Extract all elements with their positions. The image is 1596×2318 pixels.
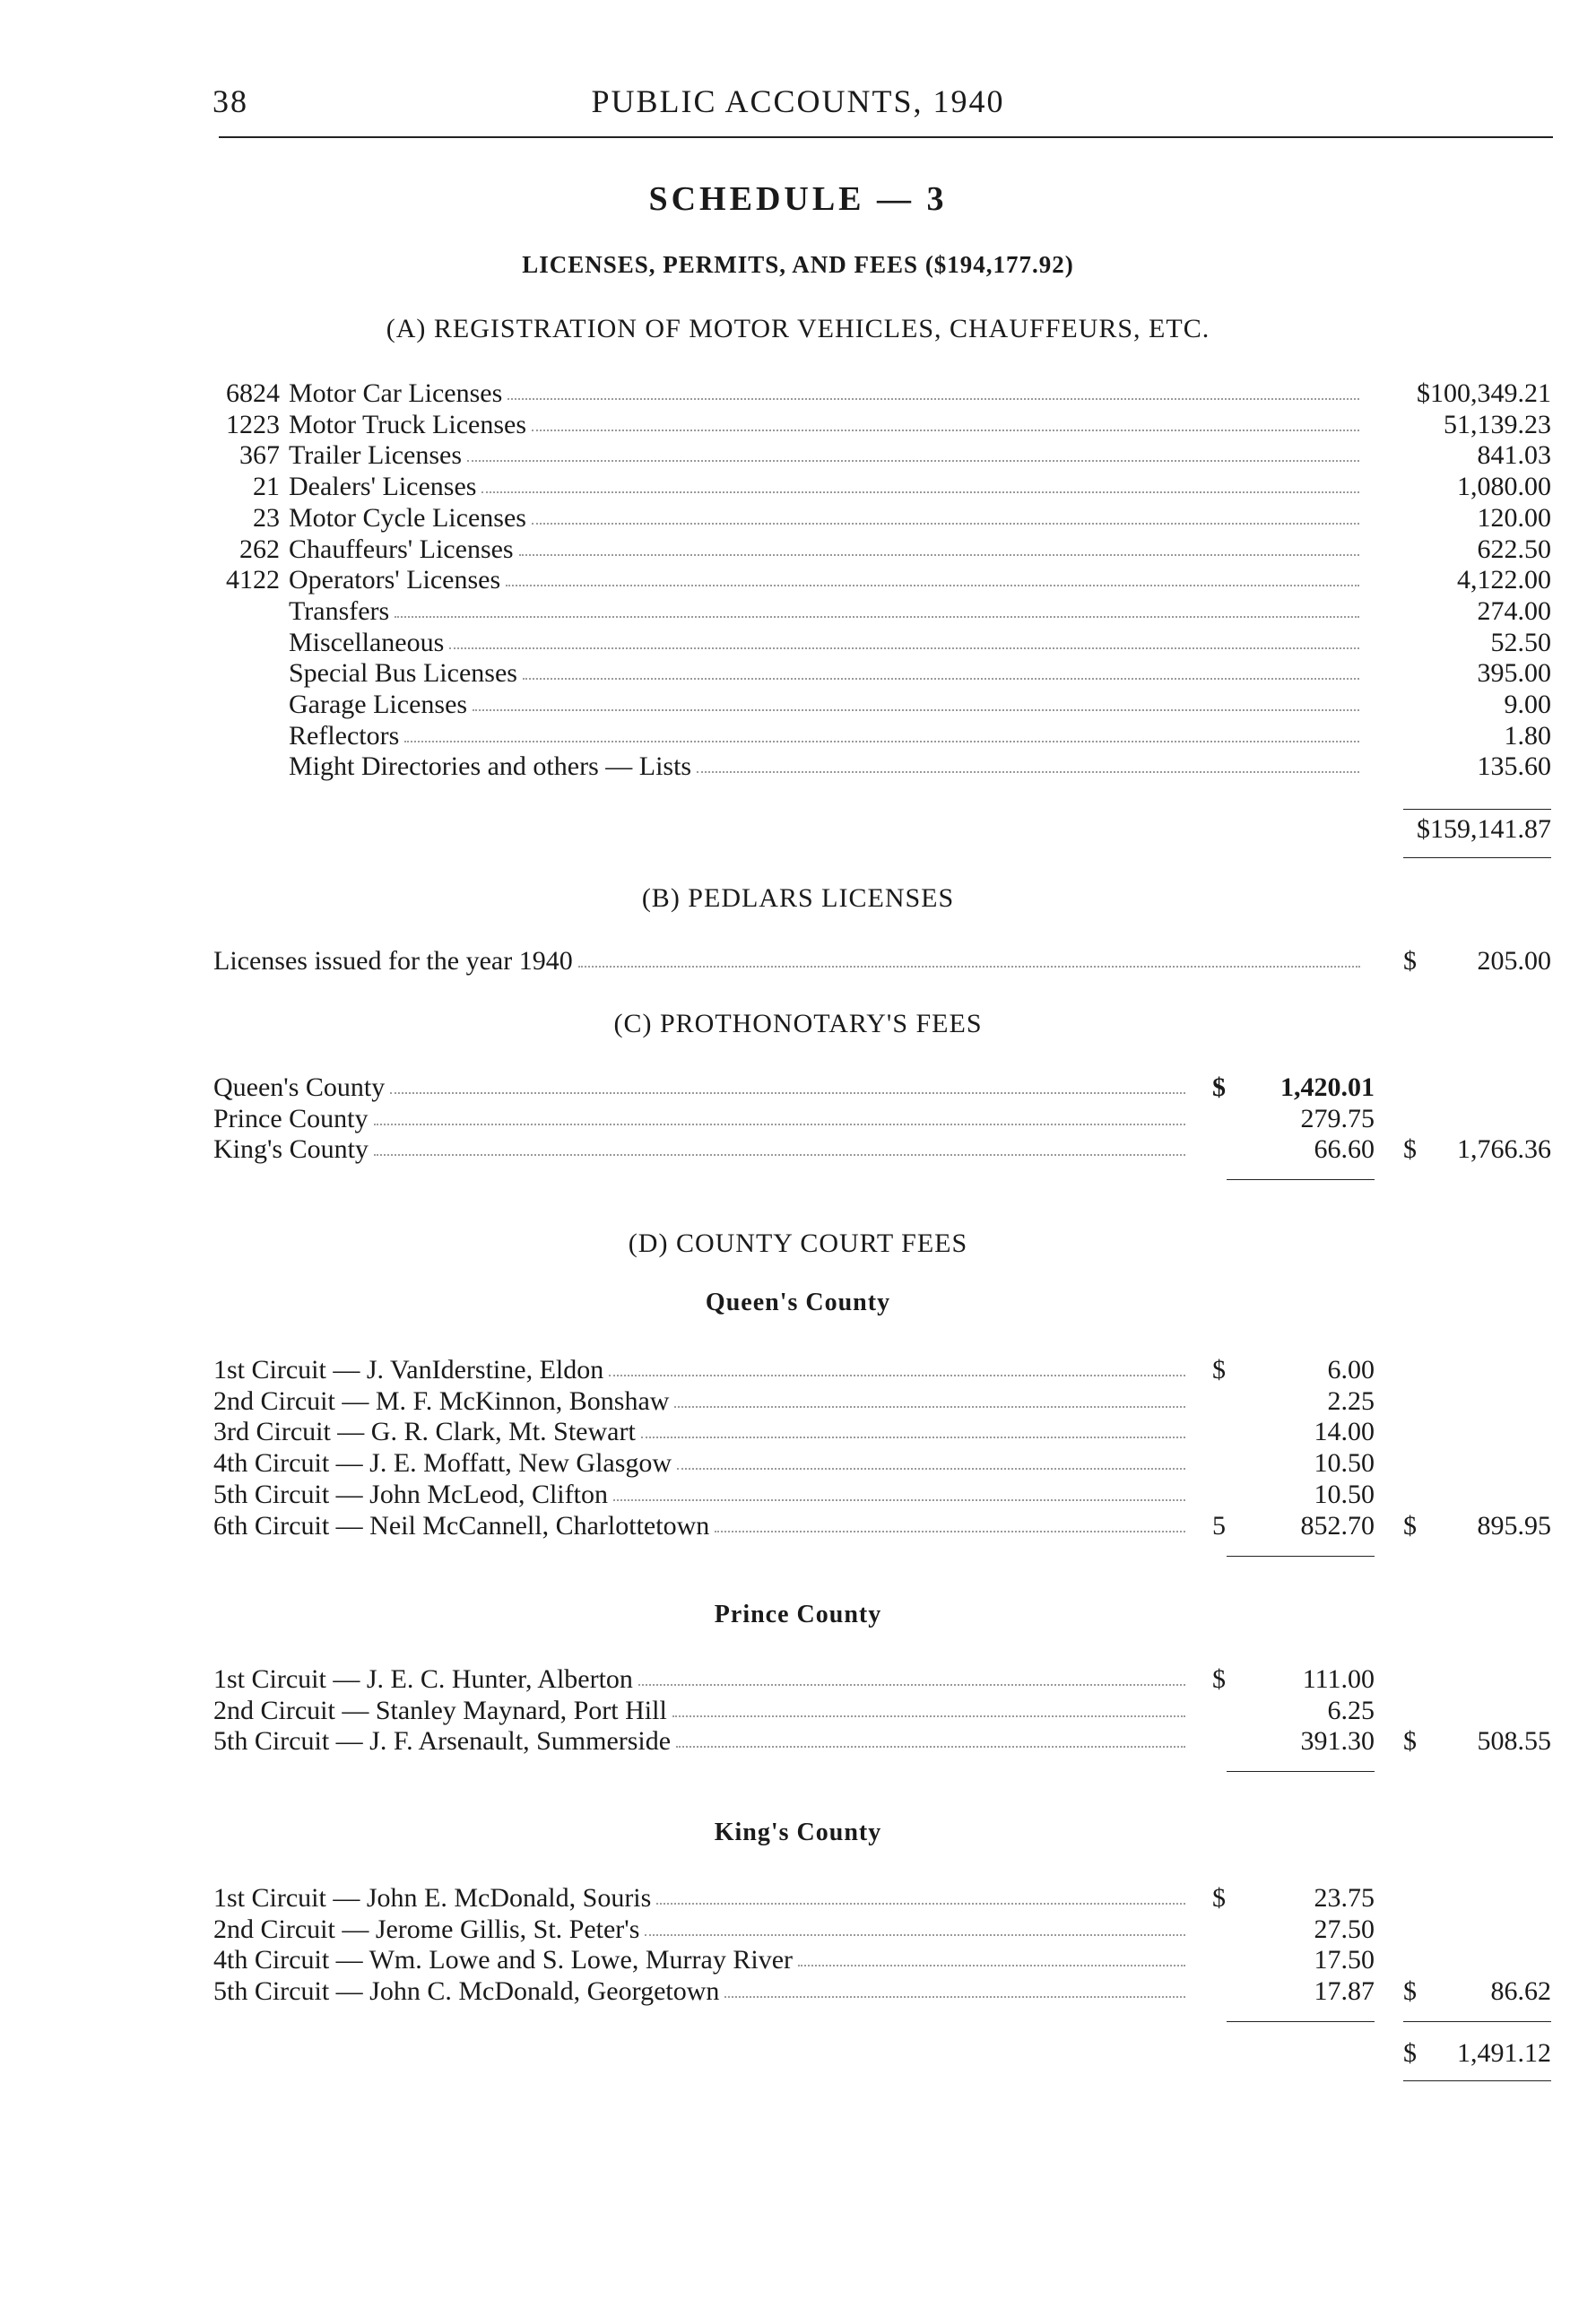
grand-total-rule bbox=[1403, 2021, 1551, 2022]
prince-county-heading: Prince County bbox=[714, 1601, 882, 1628]
pedlars-currency: $ bbox=[1403, 946, 1417, 976]
detail-row bbox=[0, 1883, 1596, 1914]
row-label: Queen's County bbox=[213, 1072, 386, 1102]
row-label-wrap bbox=[289, 472, 1365, 502]
motor-vehicle-row bbox=[0, 534, 1596, 565]
row-amount: 135.60 bbox=[1477, 751, 1551, 782]
row-label-wrap bbox=[213, 1883, 1191, 1914]
row-label: Trailer Licenses bbox=[289, 440, 463, 471]
row-label-wrap bbox=[213, 1355, 1191, 1385]
leader-dots bbox=[473, 690, 1359, 711]
grand-total-currency: $ bbox=[1403, 2038, 1417, 2068]
pedlars-amount: 205.00 bbox=[1477, 946, 1551, 976]
row-label: 6th Circuit — Neil McCannell, Charlottetown bbox=[213, 1510, 710, 1541]
section-a-total-rule bbox=[1403, 809, 1551, 810]
row-amount: 6.25 bbox=[1327, 1695, 1375, 1725]
motor-vehicle-row bbox=[0, 628, 1596, 658]
row-currency: 5 bbox=[1212, 1510, 1226, 1541]
kings-rule bbox=[1227, 2021, 1375, 2022]
leader-dots bbox=[672, 1696, 1185, 1717]
motor-vehicle-row bbox=[0, 410, 1596, 440]
row-amount: 66.60 bbox=[1314, 1134, 1375, 1165]
queens-total-row bbox=[0, 1511, 1596, 1541]
row-label-wrap bbox=[289, 658, 1365, 689]
queens-rule bbox=[1227, 1556, 1375, 1557]
leader-dots bbox=[395, 596, 1359, 618]
row-label: 2nd Circuit — M. F. McKinnon, Bonshaw bbox=[213, 1385, 670, 1416]
leader-dots bbox=[578, 946, 1360, 968]
section-a-total: $159,141.87 bbox=[1417, 814, 1551, 844]
leader-dots bbox=[506, 565, 1359, 586]
prince-total-currency: $ bbox=[1403, 1726, 1417, 1756]
queens-total: 895.95 bbox=[1477, 1511, 1551, 1541]
schedule-title: SCHEDULE — 3 bbox=[648, 180, 948, 218]
queens-total-currency: $ bbox=[1403, 1511, 1417, 1541]
leader-dots bbox=[798, 1945, 1185, 1966]
prince-total-row bbox=[0, 1726, 1596, 1757]
row-amount: 622.50 bbox=[1477, 534, 1551, 564]
leader-dots bbox=[374, 1104, 1186, 1125]
grand-total: 1,491.12 bbox=[1457, 2038, 1551, 2068]
motor-vehicle-row bbox=[0, 596, 1596, 627]
row-label: Motor Truck Licenses bbox=[289, 409, 526, 439]
row-label-wrap bbox=[213, 1664, 1191, 1695]
row-label-wrap bbox=[289, 721, 1365, 751]
motor-vehicle-row bbox=[0, 378, 1596, 409]
row-label: 4th Circuit — Wm. Lowe and S. Lowe, Murray River bbox=[213, 1945, 793, 1975]
row-label-wrap bbox=[289, 596, 1365, 627]
section-d-heading: (D) COUNTY COURT FEES bbox=[628, 1228, 968, 1258]
row-amount: 27.50 bbox=[1314, 1914, 1375, 1944]
detail-row bbox=[0, 1945, 1596, 1975]
motor-vehicle-row bbox=[0, 440, 1596, 471]
kings-total: 86.62 bbox=[1490, 1976, 1551, 2006]
row-label-wrap bbox=[289, 503, 1365, 534]
row-amount: 17.50 bbox=[1314, 1945, 1375, 1975]
leader-dots bbox=[677, 1448, 1185, 1470]
prince-total: 508.55 bbox=[1477, 1726, 1551, 1756]
kings-county-heading: King's County bbox=[714, 1819, 882, 1846]
row-label: 5th Circuit — John C. McDonald, Georgetown bbox=[213, 1976, 720, 2007]
row-label: Chauffeurs' Licenses bbox=[289, 534, 514, 564]
row-label-wrap bbox=[289, 565, 1365, 595]
row-label-wrap bbox=[289, 628, 1365, 658]
leader-dots bbox=[697, 751, 1359, 773]
motor-vehicle-row bbox=[0, 565, 1596, 595]
row-amount: 23.75 bbox=[1314, 1883, 1375, 1913]
row-label-wrap bbox=[289, 751, 1365, 782]
row-amount: 120.00 bbox=[1477, 502, 1551, 533]
row-amount: 10.50 bbox=[1314, 1448, 1375, 1479]
row-label: Might Directories and others — Lists bbox=[289, 751, 692, 782]
motor-vehicle-row bbox=[0, 472, 1596, 502]
leader-dots bbox=[532, 410, 1359, 431]
row-amount: 52.50 bbox=[1490, 627, 1551, 657]
motor-vehicle-row bbox=[0, 658, 1596, 689]
row-amount: 10.50 bbox=[1314, 1479, 1375, 1509]
row-amount: 391.30 bbox=[1300, 1726, 1375, 1757]
row-label-wrap bbox=[289, 410, 1365, 440]
leader-dots bbox=[481, 472, 1359, 493]
row-label: Motor Car Licenses bbox=[289, 378, 503, 408]
page-number: 38 bbox=[213, 83, 248, 119]
row-amount: 14.00 bbox=[1314, 1417, 1375, 1447]
row-amount: 1.80 bbox=[1504, 720, 1551, 751]
row-label: 3rd Circuit — G. R. Clark, Mt. Stewart bbox=[213, 1417, 636, 1447]
row-label: 1st Circuit — J. VanIderstine, Eldon bbox=[213, 1355, 604, 1385]
row-quantity: 367 bbox=[239, 440, 280, 471]
row-label-wrap bbox=[213, 1072, 1191, 1103]
row-label: 1st Circuit — John E. McDonald, Souris bbox=[213, 1883, 652, 1913]
row-label-wrap bbox=[213, 1945, 1191, 1975]
detail-row bbox=[0, 1914, 1596, 1945]
schedule-subtitle: LICENSES, PERMITS, AND FEES ($194,177.92) bbox=[522, 251, 1074, 278]
section-a-heading: (A) REGISTRATION OF MOTOR VEHICLES, CHAUFFEURS, ETC. bbox=[386, 314, 1210, 343]
section-c-rule bbox=[1227, 1179, 1375, 1180]
row-label-wrap bbox=[213, 1104, 1191, 1134]
leader-dots bbox=[674, 1386, 1185, 1408]
row-label-wrap bbox=[213, 1386, 1191, 1417]
row-amount: 4,122.00 bbox=[1457, 565, 1551, 595]
row-amount: 274.00 bbox=[1477, 595, 1551, 626]
row-label-wrap bbox=[289, 440, 1365, 471]
section-c-heading: (C) PROTHONOTARY'S FEES bbox=[613, 1009, 983, 1038]
row-label-wrap bbox=[213, 1480, 1191, 1510]
running-title: PUBLIC ACCOUNTS, 1940 bbox=[591, 83, 1005, 119]
section-c-total-currency: $ bbox=[1403, 1134, 1417, 1164]
kings-total-row bbox=[0, 1976, 1596, 2007]
row-quantity: 4122 bbox=[226, 565, 280, 595]
row-amount: 1,420.01 bbox=[1280, 1072, 1375, 1102]
row-amount: 111.00 bbox=[1302, 1664, 1375, 1694]
row-quantity: 1223 bbox=[226, 409, 280, 439]
pedlars-label: Licenses issued for the year 1940 bbox=[213, 946, 573, 976]
leader-dots bbox=[404, 721, 1359, 742]
leader-dots bbox=[641, 1417, 1185, 1438]
row-label: Dealers' Licenses bbox=[289, 472, 477, 502]
row-amount: 852.70 bbox=[1300, 1510, 1375, 1541]
section-a-total-row bbox=[0, 814, 1596, 845]
row-label: 4th Circuit — J. E. Moffatt, New Glasgow bbox=[213, 1448, 672, 1479]
detail-row bbox=[0, 1104, 1596, 1134]
leader-dots bbox=[519, 534, 1359, 556]
row-label-wrap bbox=[213, 1448, 1191, 1479]
row-label: 2nd Circuit — Jerome Gillis, St. Peter's bbox=[213, 1914, 640, 1944]
row-amount: 395.00 bbox=[1477, 658, 1551, 689]
row-label-wrap bbox=[213, 1914, 1191, 1945]
leader-dots bbox=[449, 628, 1359, 649]
leader-dots bbox=[532, 503, 1359, 525]
row-label: Garage Licenses bbox=[289, 690, 468, 719]
row-quantity: 6824 bbox=[226, 378, 280, 408]
row-label-wrap bbox=[213, 1696, 1191, 1726]
row-label: Prince County bbox=[213, 1103, 369, 1133]
row-amount: 841.03 bbox=[1477, 440, 1551, 471]
detail-row bbox=[0, 1696, 1596, 1726]
row-label: Reflectors bbox=[289, 720, 400, 751]
grand-total-underline bbox=[1403, 2080, 1551, 2081]
row-label: 5th Circuit — John McLeod, Clifton bbox=[213, 1479, 608, 1509]
row-label: Transfers bbox=[289, 595, 390, 626]
row-quantity: 262 bbox=[239, 534, 280, 564]
motor-vehicle-row bbox=[0, 503, 1596, 534]
section-a-total-underline bbox=[1403, 857, 1551, 858]
row-currency: $ bbox=[1212, 1355, 1226, 1385]
row-amount: 279.75 bbox=[1300, 1103, 1375, 1133]
leader-dots bbox=[507, 378, 1359, 400]
motor-vehicle-row bbox=[0, 721, 1596, 751]
row-label-wrap bbox=[289, 690, 1365, 720]
row-currency: $ bbox=[1212, 1072, 1226, 1102]
detail-row bbox=[0, 1072, 1596, 1103]
section-c-total-row bbox=[0, 1134, 1596, 1165]
row-amount: 6.00 bbox=[1327, 1355, 1375, 1385]
row-currency: $ bbox=[1212, 1883, 1226, 1913]
header-rule bbox=[219, 136, 1553, 138]
row-label: King's County bbox=[213, 1134, 369, 1165]
detail-row bbox=[0, 1480, 1596, 1510]
row-quantity: 21 bbox=[253, 472, 280, 502]
grand-total-row bbox=[0, 2038, 1596, 2069]
detail-row bbox=[0, 1417, 1596, 1447]
row-label: Special Bus Licenses bbox=[289, 658, 517, 689]
detail-row bbox=[0, 1386, 1596, 1417]
row-label-wrap bbox=[213, 1417, 1191, 1447]
detail-row bbox=[0, 1664, 1596, 1695]
row-label: Operators' Licenses bbox=[289, 565, 501, 595]
queens-county-heading: Queen's County bbox=[705, 1289, 891, 1316]
motor-vehicle-row bbox=[0, 751, 1596, 782]
leader-dots bbox=[523, 658, 1359, 680]
leader-dots bbox=[609, 1355, 1185, 1376]
leader-dots bbox=[613, 1480, 1185, 1501]
row-currency: $ bbox=[1212, 1664, 1226, 1694]
detail-row bbox=[0, 1448, 1596, 1479]
row-label: 1st Circuit — J. E. C. Hunter, Alberton bbox=[213, 1664, 633, 1694]
leader-dots bbox=[656, 1883, 1185, 1905]
row-amount: 2.25 bbox=[1327, 1385, 1375, 1416]
row-label: 2nd Circuit — Stanley Maynard, Port Hill bbox=[213, 1695, 667, 1725]
pedlars-line bbox=[0, 946, 1596, 977]
row-amount: $100,349.21 bbox=[1417, 378, 1551, 408]
row-quantity: 23 bbox=[253, 502, 280, 533]
row-amount: 9.00 bbox=[1504, 690, 1551, 719]
kings-total-currency: $ bbox=[1403, 1976, 1417, 2006]
detail-row bbox=[0, 1355, 1596, 1385]
leader-dots bbox=[638, 1664, 1185, 1686]
leader-dots bbox=[645, 1914, 1185, 1936]
row-label-wrap bbox=[289, 534, 1365, 565]
leader-dots bbox=[467, 440, 1359, 462]
row-label: Miscellaneous bbox=[289, 627, 445, 657]
motor-vehicle-row bbox=[0, 690, 1596, 720]
prince-rule bbox=[1227, 1771, 1375, 1772]
row-label: Motor Cycle Licenses bbox=[289, 502, 526, 533]
leader-dots bbox=[390, 1072, 1185, 1094]
row-amount: 51,139.23 bbox=[1444, 409, 1551, 439]
section-c-total: 1,766.36 bbox=[1457, 1134, 1551, 1164]
row-amount: 1,080.00 bbox=[1457, 472, 1551, 502]
section-b-heading: (B) PEDLARS LICENSES bbox=[641, 883, 955, 913]
row-amount: 17.87 bbox=[1314, 1976, 1375, 2007]
row-label-wrap bbox=[289, 378, 1365, 409]
row-label: 5th Circuit — J. F. Arsenault, Summerside bbox=[213, 1726, 672, 1757]
